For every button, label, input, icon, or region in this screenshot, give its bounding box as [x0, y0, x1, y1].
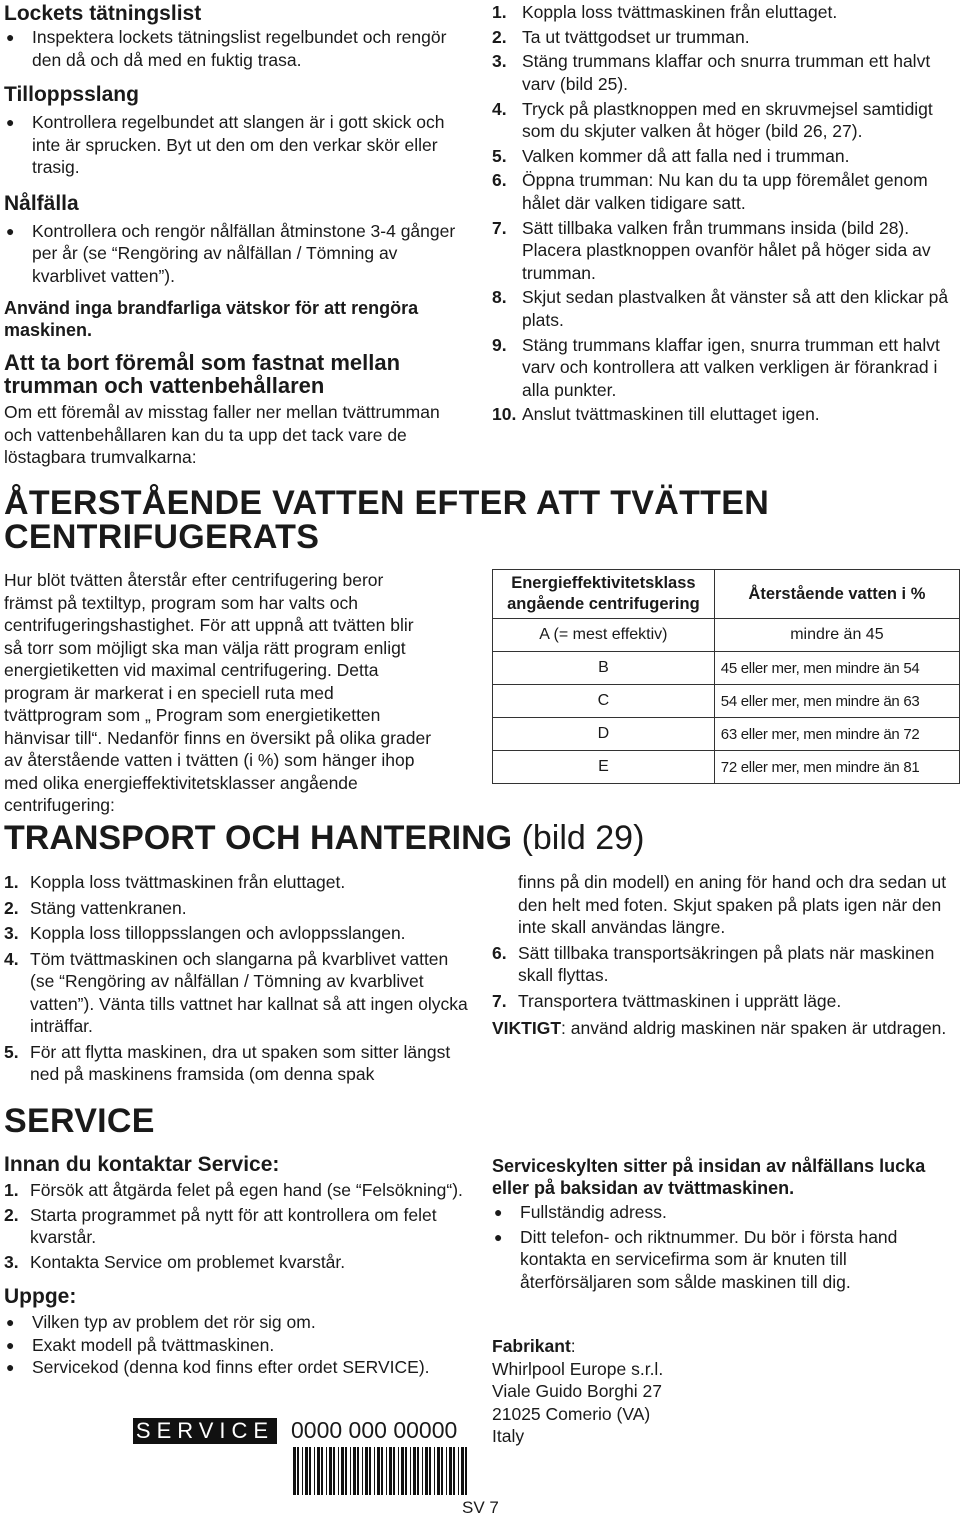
residual-value-cell: 72 eller mer, men mindre än 81 [714, 751, 959, 784]
energy-class-cell: E [493, 751, 715, 784]
list-item [4, 1334, 470, 1357]
pump-filter-title: Nålfälla [4, 191, 79, 215]
barcode-bar [458, 1447, 459, 1495]
manufacturer-label: Fabrikant [492, 1336, 571, 1356]
left-top-column [4, 0, 464, 469]
remove-objects-title: Att ta bort föremål som fastnat mellan trumman och vattenbehållaren [4, 350, 401, 398]
bullet-icon: ● [494, 1228, 503, 1245]
barcode-bar [333, 1447, 335, 1495]
lid-seal-item [4, 26, 464, 71]
barcode-bar [398, 1447, 399, 1495]
barcode-icon [293, 1447, 469, 1495]
energy-class-cell: D [493, 718, 715, 751]
list-item [492, 1226, 960, 1294]
barcode-bar [386, 1447, 387, 1495]
bullet-icon: ● [6, 114, 15, 130]
barcode-bar [321, 1447, 323, 1495]
list-item [492, 334, 960, 402]
list-text: Sätt tillbaka valken från trummans insida (bild 28). Placera plastknoppen ovanför hålet på höger sida av trumman. [522, 217, 931, 283]
list-text: För att flytta maskinen, dra ut spaken som sitter längst ned på maskinens framsida (om denna spak [30, 1041, 451, 1084]
barcode-bar [365, 1447, 368, 1495]
list-item [492, 1201, 960, 1224]
list-item [4, 1251, 470, 1274]
residual-text: Hur blöt tvätten återstår efter centrifugering beror främst på textiltyp, program som har valts och centrifugeringshastighet. För att uppnå att tvätten blir så torr som möjligt ska man välja rätt program enligt energietiketten vid maximal centrifugering. Detta program är markerat i en speciell ruta med tvättprogram som „ Program som energietiketten hänvisar till“. Nedanför finns en översikt på olika grader av återstående vatten i tvätten (i %) som hänger ihop med olika energieffektivitetsklasser angående centrifugering: [4, 570, 432, 815]
barcode-bar [449, 1447, 452, 1495]
barcode-bar [465, 1447, 467, 1495]
list-text: Försök att åtgärda felet på egen hand (se “Felsökning“). [30, 1180, 463, 1200]
list-number: 4. [492, 98, 507, 119]
barcode-bar [393, 1447, 395, 1495]
barcode-bar [401, 1447, 404, 1495]
list-item [492, 403, 960, 426]
list-text: Töm tvättmaskinen och slangarna på kvarblivet vatten (se “Rengöring av nålfällan / Tömning av kvarblivet vatten”). Vänta tills vattnet har kallnat så att ingen olycka inträffar. [30, 948, 468, 1036]
list-text: Anslut tvättmaskinen till eluttaget igen. [522, 404, 820, 425]
lid-seal-title: Lockets tätningslist [4, 2, 202, 25]
list-number: 5. [492, 145, 507, 166]
list-item [4, 897, 470, 920]
barcode-bar [362, 1447, 363, 1495]
barcode-bar [329, 1447, 332, 1495]
list-number: 8. [492, 287, 507, 308]
list-text: Vilken typ av problem det rör sig om. [32, 1312, 316, 1332]
barcode-bar [377, 1447, 380, 1495]
lid-seal-text: Inspektera lockets tätningslist regelbundet och rengör den då och då med en fuktig trasa. [32, 27, 447, 70]
list-number: 7. [492, 217, 507, 238]
list-item [492, 942, 960, 987]
list-item [4, 948, 470, 1038]
list-item [4, 922, 470, 945]
list-number: 3. [4, 1251, 19, 1272]
list-item [492, 98, 960, 143]
before-contact-title: Innan du kontaktar Service: [4, 1153, 280, 1176]
barcode-bar [461, 1447, 464, 1495]
barcode-bar [302, 1447, 303, 1495]
list-text: Stäng vattenkranen. [30, 897, 187, 918]
list-item [492, 1, 960, 24]
list-item [4, 871, 470, 894]
list-text: Exakt modell på tvättmaskinen. [32, 1334, 275, 1355]
barcode-bar [389, 1447, 392, 1495]
list-text: Fullständig adress. [520, 1202, 667, 1222]
remove-objects-text: Om ett föremål av misstag faller ner mellan tvättrumman och vattenbehållaren kan du ta upp det tack vare de löstagbara trumvalkarna: [4, 402, 440, 467]
table-header-residual: Återstående vatten i % [714, 570, 959, 619]
list-number: 2. [4, 897, 19, 918]
barcode-bar [417, 1447, 419, 1495]
energy-class-table [492, 569, 960, 784]
service-label-block [492, 1155, 960, 1448]
list-number: 3. [492, 51, 507, 72]
list-number: 5. [4, 1041, 19, 1062]
barcode-bar [381, 1447, 383, 1495]
list-text: Koppla loss tvättmaskinen från eluttaget. [30, 872, 346, 892]
residual-value-cell: 45 eller mer, men mindre än 54 [714, 652, 959, 685]
list-number: 2. [4, 1204, 19, 1225]
list-text: Stäng trummans klaffar och snurra trumman ett halvt varv (bild 25). [522, 51, 931, 94]
barcode-bar [353, 1447, 356, 1495]
list-text: Kontakta Service om problemet kvarstår. [30, 1251, 346, 1272]
residual-value-cell: 63 eller mer, men mindre än 72 [714, 718, 959, 751]
list-text: Tryck på plastknoppen med en skruvmejsel samtidigt som du skjuter valken åt höger (bild 26, 27). [522, 98, 933, 142]
list-item [4, 1311, 470, 1334]
barcode-bar [434, 1447, 435, 1495]
residual-heading [4, 486, 954, 554]
barcode-bar [345, 1447, 347, 1495]
manufacturer-line: Whirlpool Europe s.r.l. [492, 1358, 664, 1379]
energy-class-cell: B [493, 652, 715, 685]
barcode-bar [317, 1447, 320, 1495]
flammable-warning: Använd inga brandfarliga vätskor för att rengöra maskinen. [4, 298, 419, 340]
bullet-icon: ● [6, 1359, 15, 1375]
barcode-bar [293, 1447, 296, 1495]
table-row [493, 751, 960, 784]
table-header-row [493, 570, 960, 619]
barcode-bar [446, 1447, 447, 1495]
list-number: 2. [492, 26, 507, 47]
pump-filter-item [4, 220, 464, 288]
bullet-icon: ● [6, 1336, 15, 1353]
list-item [4, 1179, 470, 1202]
barcode-bar [297, 1447, 299, 1495]
barcode-bar [425, 1447, 428, 1495]
list-number: 6. [492, 170, 507, 191]
list-text: Stäng trummans klaffar igen, snurra trumman ett halvt varv och kontrollera att valken verkligen är förankrad i alla punkter. [522, 334, 940, 400]
list-number: 9. [492, 334, 507, 355]
list-number: 1. [4, 1180, 19, 1200]
barcode-bar [338, 1447, 339, 1495]
list-text: Öppna trumman: Nu kan du ta upp föremålet genom hålet där valken tidigare satt. [522, 170, 928, 213]
provide-title: Uppge: [4, 1285, 77, 1308]
manufacturer-colon: : [570, 1336, 576, 1356]
list-number: 1. [492, 2, 507, 22]
list-text: Skjut sedan plastvalken åt vänster så att den klickar på plats. [522, 287, 949, 330]
important-note [492, 1017, 960, 1040]
barcode-bar [369, 1447, 371, 1495]
energy-class-cell: A (= mest effektiv) [493, 619, 715, 652]
list-number: 7. [492, 990, 507, 1011]
bullet-icon: ● [6, 1314, 15, 1330]
transport-heading-suffix: (bild 29) [521, 819, 645, 857]
barcode-bar [305, 1447, 308, 1495]
service-label-title: Serviceskylten sitter på insidan av nålfällans lucka eller på baksidan av tvättmaskinen. [492, 1156, 926, 1198]
list-item [492, 990, 960, 1013]
service-before-block [4, 1153, 470, 1379]
residual-value-cell: mindre än 45 [714, 619, 959, 652]
barcode-bar [453, 1447, 455, 1495]
barcode-bar [326, 1447, 327, 1495]
list-text: Valken kommer då att falla ned i trumman. [522, 145, 850, 166]
barcode-bar [429, 1447, 431, 1495]
table-row [493, 619, 960, 652]
residual-heading-line2: CENTRIFUGERATS [4, 518, 320, 556]
page-number: SV 7 [462, 1498, 499, 1517]
table-row [493, 652, 960, 685]
list-item [492, 145, 960, 168]
barcode-bar [341, 1447, 344, 1495]
barcode-bar [309, 1447, 311, 1495]
manufacturer-line: 21025 Comerio (VA) [492, 1403, 651, 1424]
barcode-bar [441, 1447, 443, 1495]
energy-class-cell: C [493, 685, 715, 718]
table-row [493, 718, 960, 751]
service-code: 0000 000 00000 [291, 1417, 458, 1443]
bullet-icon: ● [6, 222, 15, 239]
residual-heading-line1: ÅTERSTÅENDE VATTEN EFTER ATT TVÄTTEN [4, 484, 770, 522]
list-item [4, 1204, 470, 1249]
manufacturer-line: Viale Guido Borghi 27 [492, 1381, 662, 1401]
inlet-hose-title: Tilloppsslang [4, 83, 139, 106]
list-number: 4. [4, 948, 19, 969]
transport-steps-left [4, 871, 470, 1086]
bullet-icon: ● [6, 29, 15, 45]
important-label: VIKTIGT [492, 1018, 562, 1038]
barcode-bar [413, 1447, 416, 1495]
list-text: Servicekod (denna kod finns efter ordet SERVICE). [32, 1357, 430, 1377]
list-item [492, 169, 960, 214]
list-text: Sätt tillbaka transportsäkringen på plats när maskinen skall flyttas. [518, 942, 935, 985]
barcode-bar [350, 1447, 351, 1495]
list-text: Koppla loss tvättmaskinen från eluttaget. [522, 2, 838, 22]
table-row [493, 685, 960, 718]
bullet-icon: ● [494, 1204, 503, 1220]
list-text: Starta programmet på nytt för att kontrollera om felet kvarstår. [30, 1204, 437, 1247]
list-item [492, 217, 960, 285]
barcode-bar [405, 1447, 407, 1495]
transport-steps-right [492, 871, 960, 1040]
list-text: Ditt telefon- och riktnummer. Du bör i första hand kontakta en servicefirma som är knuten till återförsäljaren som sålde maskinen till dig. [520, 1226, 898, 1292]
table-header-class: Energieffektivitetsklass angående centrifugering [493, 570, 715, 619]
transport-step5-cont: finns på din modell) en aning för hand och dra sedan ut den helt med foten. Skjut spaken på plats igen när den inte skall användas längre. [518, 872, 947, 937]
barcode-bar [437, 1447, 440, 1495]
residual-value-cell: 54 eller mer, men mindre än 63 [714, 685, 959, 718]
barcode-bar [357, 1447, 359, 1495]
list-item [492, 26, 960, 49]
list-number: 3. [4, 923, 19, 943]
transport-heading-main: TRANSPORT OCH HANTERING [4, 819, 513, 857]
manufacturer-line: Italy [492, 1426, 525, 1446]
list-item [4, 1041, 470, 1086]
list-item [492, 50, 960, 95]
service-heading: SERVICE [4, 1102, 155, 1140]
list-number: 10. [492, 404, 517, 425]
barcode-bar [422, 1447, 423, 1495]
list-text: Ta ut tvättgodset ur trumman. [522, 26, 750, 47]
pump-filter-text: Kontrollera och rengör nålfällan åtminstone 3-4 gånger per år (se “Rengöring av nålfällan / Tömning av kvarblivet vatten”). [32, 220, 456, 286]
list-text: Koppla loss tilloppsslangen och avloppsslangen. [30, 923, 406, 943]
list-text: Transportera tvättmaskinen i upprätt läge. [518, 990, 842, 1011]
inlet-hose-item [4, 111, 464, 179]
inlet-hose-text: Kontrollera regelbundet att slangen är i gott skick och inte är sprucken. Byt ut den om den verkar skör eller trasig. [32, 112, 445, 177]
list-number: 6. [492, 942, 507, 963]
barcode-bar [374, 1447, 375, 1495]
transport-heading [4, 818, 954, 858]
list-item [4, 1356, 470, 1379]
list-number: 1. [4, 872, 19, 892]
service-badge: SERVICE [133, 1418, 277, 1444]
barcode-bar [410, 1447, 411, 1495]
drum-paddle-steps [492, 1, 960, 426]
important-text: : använd aldrig maskinen när spaken är utdragen. [561, 1018, 947, 1038]
list-item [492, 286, 960, 331]
manufacturer-block [492, 1335, 960, 1448]
barcode-bar [314, 1447, 315, 1495]
